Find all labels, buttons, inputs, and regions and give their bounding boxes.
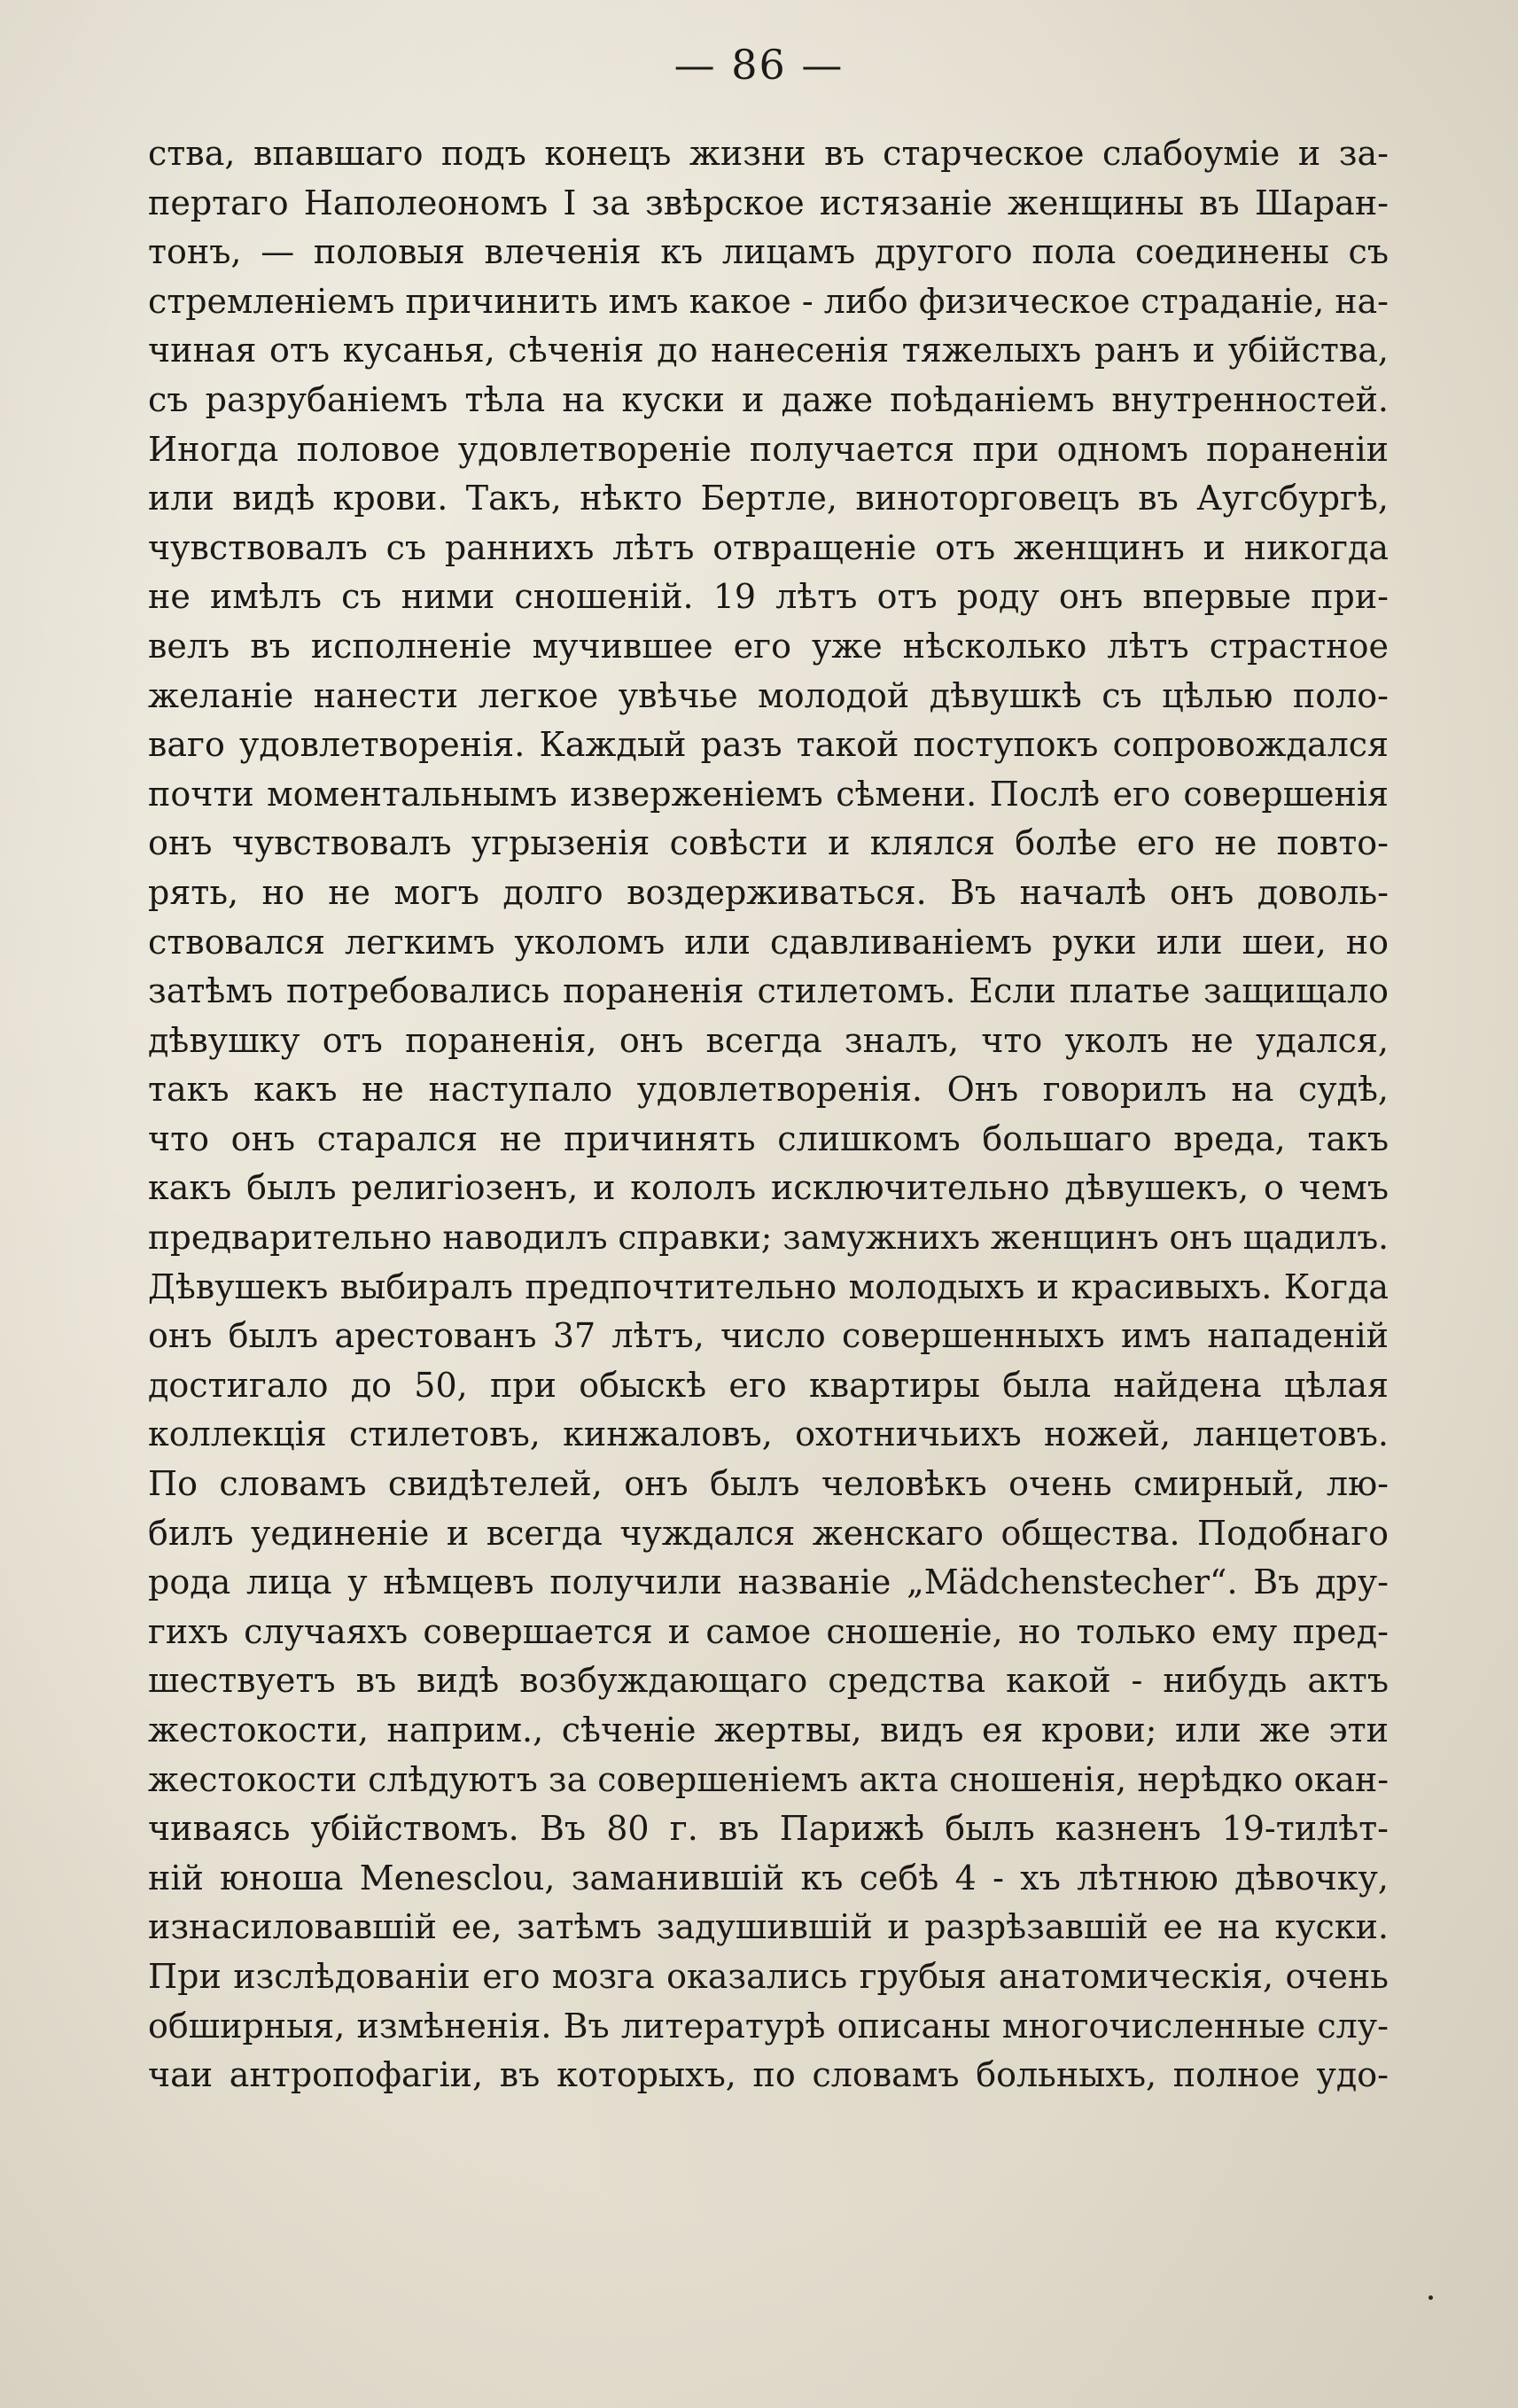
text-line: жестокости, наприм., сѣченіе жертвы, видъ ея крови; или же эти [148,1711,1389,1750]
text-line: По словамъ свидѣтелей, онъ былъ человѣкъ очень смирный, лю- [148,1464,1389,1504]
text-line: чаи антропофагіи, въ которыхъ, по словамъ больныхъ, полное удо- [148,2055,1389,2095]
text-line: велъ въ исполненіе мучившее его уже нѣсколько лѣтъ страстное [148,626,1389,666]
text-line: обширныя, измѣненія. Въ литературѣ описаны многочисленные слу- [148,2006,1389,2046]
text-line: чувствовалъ съ раннихъ лѣтъ отвращеніе отъ женщинъ и никогда [148,527,1389,567]
text-line: что онъ старался не причинять слишкомъ большаго вреда, такъ [148,1118,1389,1158]
text-line: или видѣ крови. Такъ, нѣкто Бертле, виноторговецъ въ Аугсбургѣ, [148,479,1389,518]
page-number: — 86 — [673,41,845,89]
text-line: съ разрубаніемъ тѣла на куски и даже поѣданіемъ внутренностей. [148,379,1389,419]
text-line: жестокости слѣдуютъ за совершеніемъ акта сношенія, нерѣдко окан- [148,1759,1389,1799]
text-line: затѣмъ потребовались пораненія стилетомъ. Если платье защищало [148,971,1389,1011]
text-line: предварительно наводилъ справки; замужнихъ женщинъ онъ щадилъ. [148,1218,1389,1258]
text-line: онъ былъ арестованъ 37 лѣтъ, число совершенныхъ имъ нападеній [148,1316,1389,1356]
text-line: шествуетъ въ видѣ возбуждающаго средства какой - нибудь актъ [148,1661,1389,1701]
text-line: изнасиловавшій ее, затѣмъ задушившій и разрѣзавшій ее на куски. [148,1907,1389,1947]
text-line: коллекція стилетовъ, кинжаловъ, охотничьихъ ножей, ланцетовъ. [148,1414,1389,1454]
text-line: чиваясь убійствомъ. Въ 80 г. въ Парижѣ былъ казненъ 19-тилѣт- [148,1809,1389,1849]
text-line: какъ былъ религіозенъ, и кололъ исключительно дѣвушекъ, о чемъ [148,1168,1389,1208]
text-line: тонъ, — половыя влеченія къ лицамъ другого пола соединены съ [148,232,1389,272]
text-line: чиная отъ кусанья, сѣченія до нанесенія тяжелыхъ ранъ и убійства, [148,331,1389,370]
text-line: гихъ случаяхъ совершается и самое сношеніе, но только ему пред- [148,1611,1389,1651]
text-line: пертаго Наполеономъ I за звѣрское истязаніе женщины въ Шаран- [148,183,1389,222]
text-line: почти моментальнымъ изверженіемъ сѣмени. Послѣ его совершенія [148,774,1389,814]
text-line: ствовался легкимъ уколомъ или сдавливаніемъ руки или шеи, но [148,922,1389,962]
text-line: достигало до 50, при обыскѣ его квартиры была найдена цѣлая [148,1365,1389,1405]
ink-speck [1428,2295,1433,2300]
text-line: При изслѣдованіи его мозга оказались грубыя анатомическія, очень [148,1956,1389,1996]
text-line: желаніе нанести легкое увѣчье молодой дѣвушкѣ съ цѣлью поло- [148,675,1389,715]
text-line: ваго удовлетворенія. Каждый разъ такой поступокъ сопровождался [148,725,1389,765]
text-line: онъ чувствовалъ угрызенія совѣсти и клялся болѣе его не повто- [148,823,1389,863]
text-line: Дѣвушекъ выбиралъ предпочтительно молодыхъ и красивыхъ. Когда [148,1266,1389,1306]
text-line: билъ уединеніе и всегда чуждался женскаго общества. Подобнаго [148,1513,1389,1553]
text-line: рять, но не могъ долго воздерживаться. Въ началѣ онъ доволь- [148,872,1389,912]
text-line: не имѣлъ съ ними сношеній. 19 лѣтъ отъ роду онъ впервые при- [148,577,1389,617]
text-line: такъ какъ не наступало удовлетворенія. Онъ говорилъ на судѣ, [148,1070,1389,1110]
text-line: дѣвушку отъ пораненія, онъ всегда зналъ, что уколъ не удался, [148,1020,1389,1060]
text-line: рода лица у нѣмцевъ получили названіе „Mädchenstecher“. Въ дру- [148,1562,1389,1602]
text-line: Иногда половое удовлетвореніе получается при одномъ пораненіи [148,429,1389,469]
body-text [148,129,1389,2100]
text-line: ства, впавшаго подъ конецъ жизни въ старческое слабоуміе и за- [148,134,1389,173]
text-line: ній юноша Menesclou, заманившій къ себѣ 4 - хъ лѣтнюю дѣвочку, [148,1858,1389,1898]
text-line: стремленіемъ причинить имъ какое - либо физическое страданіе, на- [148,281,1389,321]
